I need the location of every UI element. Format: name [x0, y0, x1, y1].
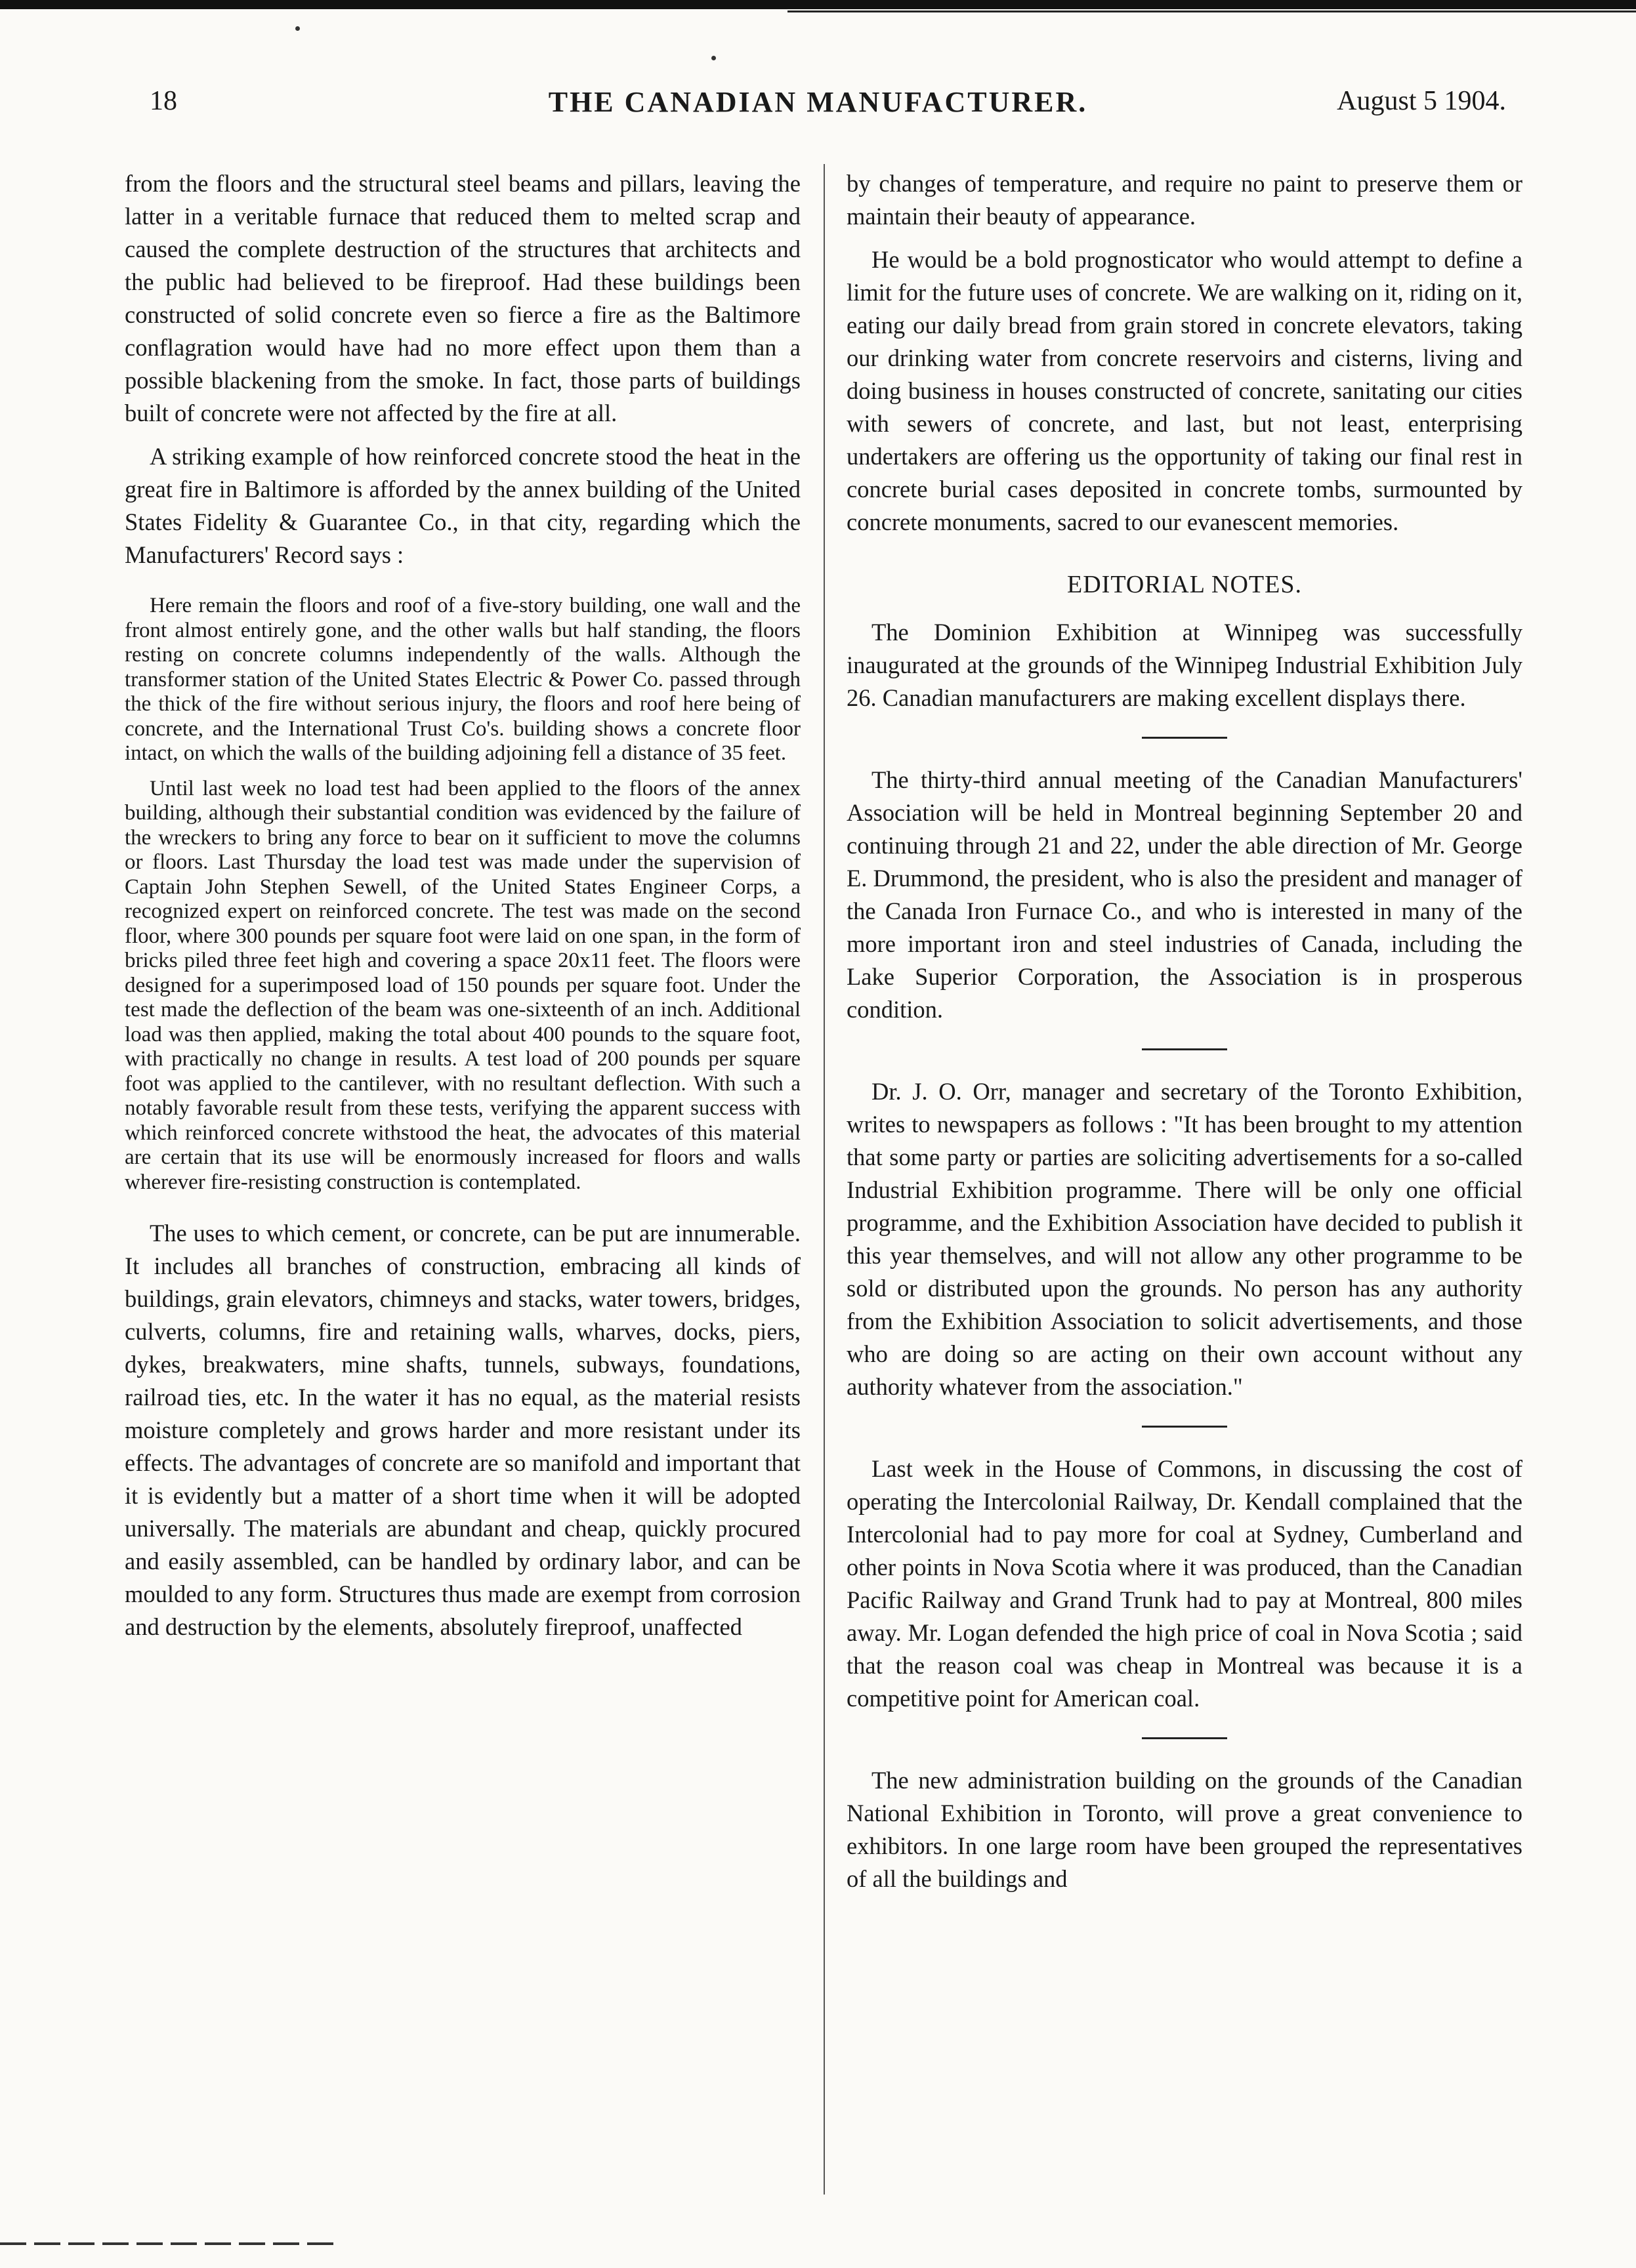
right-column — [847, 167, 1522, 2195]
block-quote: Until last week no load test had been applied to the floors of the annex building, although their substantial condition was evidenced by the failure of the wreckers to bring any force to bear on it sufficient to move the columns or floors. Last Thursday the load test was made under the supervision of Captain John Stephen Sewell, of the United States Engineer Corps, a recognized expert on reinforced concrete. The test was made on the second floor, where 300 pounds per square foot were laid on one span, in the form of bricks piled three feet high and covering a space 20x11 feet. The floors were designed for a superimposed load of 150 pounds per square foot. Under the test made the deflection of the beam was one-sixteenth of an inch. Additional load was then applied, making the total about 400 pounds to the square foot, with practically no change in results. A test load of 200 pounds per square foot was applied to the cantilever, with no resultant deflection. With such a notably favorable result from these tests, verifying the apparent success with which reinforced concrete withstood the heat, the advocates of this material are certain that its use will be enormously increased for floors and walls wherever fire-resisting construction is contemplated. — [125, 776, 801, 1194]
left-column — [125, 167, 801, 2195]
top-rule — [0, 0, 1636, 9]
separator-rule — [1142, 1048, 1227, 1050]
top-rule-thin — [787, 10, 1636, 12]
separator-rule — [1142, 737, 1227, 739]
bottom-print-strip — [0, 2242, 341, 2245]
editorial-note: The new administration building on the grounds of the Canadian National Exhibition in Toronto, will prove a great convenience to exhibitors. In one large room have been grouped the representatives of all the buildings and — [847, 1767, 1522, 1892]
paragraph: from the floors and the structural steel beams and pillars, leaving the latter in a veritable furnace that reduced them to melted scrap and caused the complete destruction of the structures that architects and the public had believed to be fireproof. Had these buildings been constructed of solid concrete even so fierce a fire as the Baltimore conflagration would have had no more effect upon them than a possible blackening from the smoke. In fact, those parts of buildings built of concrete were not affected by the fire at all. — [125, 170, 801, 426]
section-heading: EDITORIAL NOTES. — [1067, 571, 1302, 598]
issue-date: August 5 1904. — [1337, 86, 1506, 116]
paragraph: by changes of temperature, and require no paint to preserve them or maintain their beauty of appearance. — [847, 170, 1522, 230]
column-divider — [824, 164, 825, 2195]
publication-title: THE CANADIAN MANUFACTURER. — [548, 86, 1088, 118]
paragraph: He would be a bold prognosticator who would attempt to define a limit for the future uses of concrete. We are walking on it, riding on it, eating our daily bread from grain stored in concrete elevators, taking our drinking water from concrete reservoirs and cisterns, living and doing business in houses constructed of concrete, sanitating our cities with sewers of concrete, and last, but not least, enterprising undertakers are offering us the opportunity of taking our final rest in concrete burial cases deposited in concrete tombs, surmounted by concrete monuments, sacred to our evanescent memories. — [847, 246, 1522, 535]
editorial-note: Last week in the House of Commons, in discussing the cost of operating the Intercolonial Railway, Dr. Kendall complained that the Intercolonial had to pay more for coal at Sydney, Cumberland and other points in Nova Scotia where it was produced, than the Canadian Pacific Railway and Grand Trunk had to pay at Montreal, 800 miles away. Mr. Logan defended the high price of coal in Nova Scotia ; said that the reason coal was cheap in Montreal was because it is a competitive point for American coal. — [847, 1455, 1522, 1712]
page-header — [118, 85, 1518, 131]
print-speck — [295, 26, 300, 31]
editorial-note: Dr. J. O. Orr, manager and secretary of the Toronto Exhibition, writes to newspapers as follows : "It has been brought to my attention that some party or parties are soliciting advertisements for a so-called Industrial Exhibition programme. There will be only one official programme, and the Exhibition Association have decided to publish it this year themselves, and will not allow any other programme to be sold or distributed upon the grounds. No person has any authority from the Exhibition Association to solicit advertisements, and those who are doing so are acting on their own account without any authority whatever from the association." — [847, 1078, 1522, 1400]
separator-rule — [1142, 1737, 1227, 1739]
editorial-note: The Dominion Exhibition at Winnipeg was successfully inaugurated at the grounds of the Winnipeg Industrial Exhibition July 26. Canadian manufacturers are making excellent displays there. — [847, 619, 1522, 711]
page-number: 18 — [150, 86, 177, 116]
editorial-note: The thirty-third annual meeting of the Canadian Manufacturers' Association will be held in Montreal beginning September 20 and continuing through 21 and 22, under the able direction of Mr. George E. Drummond, the president, who is also the president and manager of the Canada Iron Furnace Co., and who is interested in many of the more important iron and steel industries of Canada, including the Lake Superior Corporation, the Association is in prosperous condition. — [847, 766, 1522, 1023]
block-quote: Here remain the floors and roof of a five-story building, one wall and the front almost entirely gone, and the other walls but half standing, the floors resting on concrete columns independently of the walls. Although the transformer station of the United States Electric & Power Co. passed through the thick of the fire without serious injury, the floors and roof here being of concrete, and the International Trust Co's. building shows a concrete floor intact, on which the walls of the building adjoining fell a distance of 35 feet. — [125, 594, 801, 765]
separator-rule — [1142, 1426, 1227, 1428]
print-speck — [711, 56, 716, 60]
paragraph: The uses to which cement, or concrete, can be put are innumerable. It includes all branches of construction, embracing all kinds of buildings, grain elevators, chimneys and stacks, water towers, bridges, culverts, columns, fire and retaining walls, wharves, docks, piers, dykes, breakwaters, mine shafts, tunnels, subways, foundations, railroad ties, etc. In the water it has no equal, as the material resists moisture completely and grows harder and more resistant under its effects. The advantages of concrete are so manifold and important that it is evidently but a matter of a short time when it will be adopted universally. The materials are abundant and cheap, quickly procured and easily assembled, can be handled by ordinary labor, and can be moulded to any form. Structures thus made are exempt from corrosion and destruction by the elements, absolutely fireproof, unaffected — [125, 1220, 801, 1640]
paragraph: A striking example of how reinforced concrete stood the heat in the great fire in Baltimore is afforded by the annex building of the United States Fidelity & Guarantee Co., in that city, regarding which the Manufacturers' Record says : — [125, 443, 801, 568]
